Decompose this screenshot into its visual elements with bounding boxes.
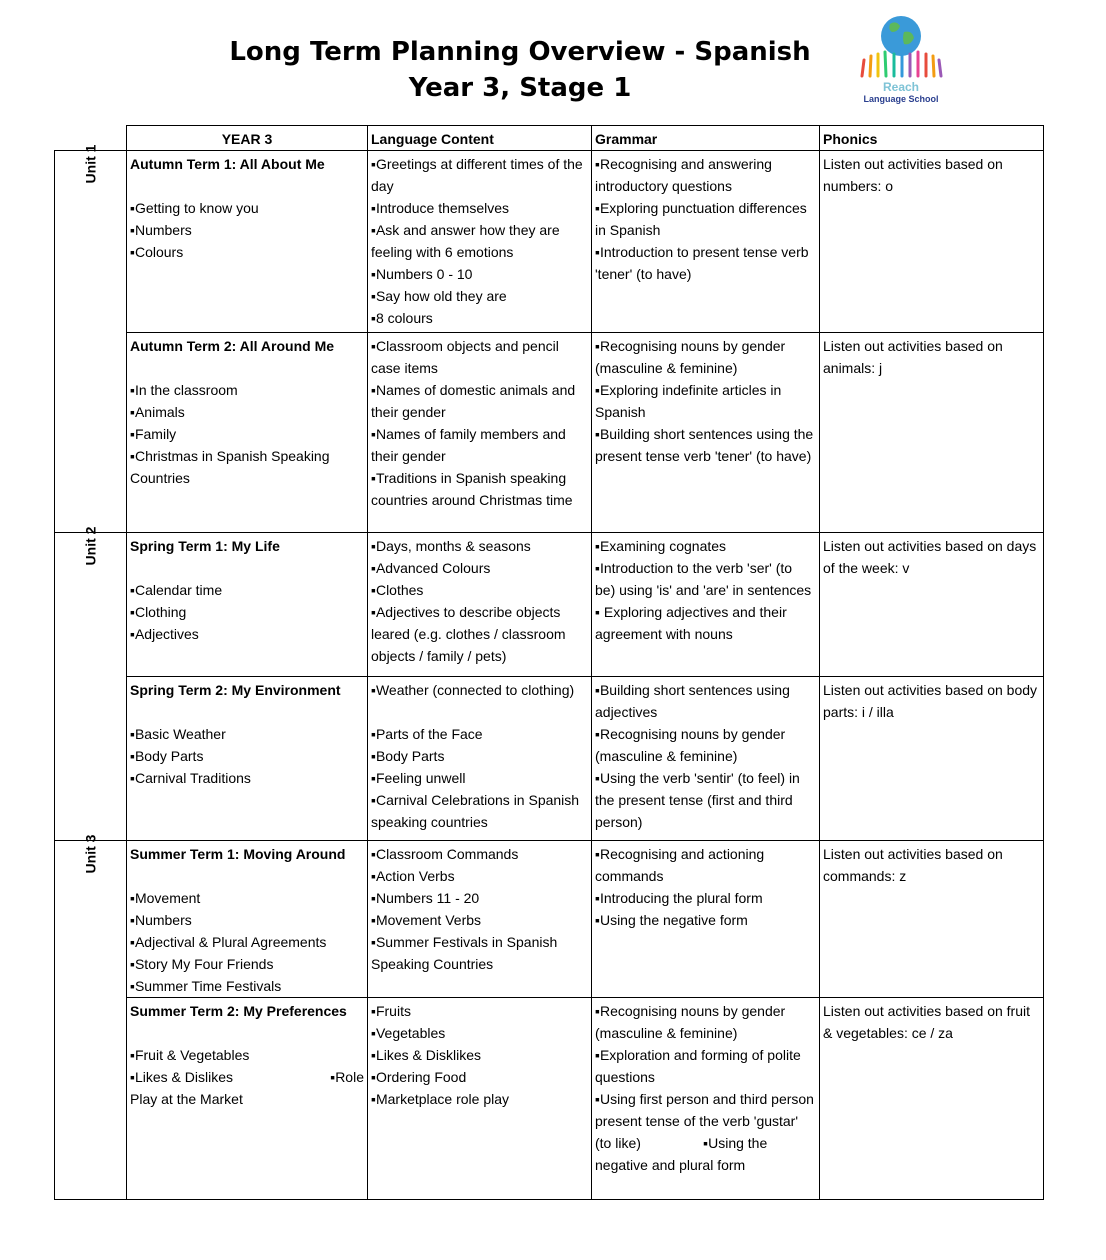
phonics-cell: Listen out activities based on animals: j bbox=[820, 333, 1044, 533]
language-item: ▪Carnival Celebrations in Spanish speaking countries bbox=[371, 792, 580, 830]
grammar-item: ▪Using the verb 'sentir' (to feel) in the present tense (first and third person) bbox=[595, 770, 800, 830]
language-cell bbox=[368, 677, 592, 841]
grammar-cell bbox=[592, 841, 820, 998]
topic-item: ▪Likes & Dislikes ▪Role Play at the Market bbox=[130, 1069, 368, 1107]
grammar-item: ▪Introduction to the verb 'ser' (to be) using 'is' and 'are' in sentences bbox=[595, 560, 812, 598]
language-item: ▪Summer Festivals in Spanish Speaking Countries bbox=[371, 934, 558, 972]
phonics-cell: Listen out activities based on numbers: o bbox=[820, 151, 1044, 333]
phonics-cell: Listen out activities based on days of the week: v bbox=[820, 533, 1044, 677]
grammar-cell bbox=[592, 333, 820, 533]
grammar-item: ▪Using the negative form bbox=[595, 912, 748, 928]
unit-cell bbox=[55, 144, 127, 533]
term-title: Spring Term 1: My Life bbox=[130, 538, 280, 554]
phonics-cell: Listen out activities based on commands: z bbox=[820, 841, 1044, 998]
language-item: ▪Ask and answer how they are feeling with 6 emotions bbox=[371, 222, 560, 260]
language-item: ▪Classroom objects and pencil case items bbox=[371, 338, 559, 376]
unit-label: Unit 2 bbox=[82, 526, 99, 566]
table-row bbox=[55, 841, 1044, 998]
language-cell bbox=[368, 841, 592, 998]
grammar-cell bbox=[592, 998, 820, 1200]
unit-cell bbox=[55, 834, 127, 1200]
grammar-item: ▪Recognising and actioning commands bbox=[595, 846, 765, 884]
title-line-1: Long Term Planning Overview - Spanish bbox=[229, 37, 811, 67]
term-title: Summer Term 1: Moving Around bbox=[130, 846, 346, 862]
grammar-item: ▪Using first person and third person present tense of the verb 'gustar' (to like) ▪Using the negative and plural form bbox=[595, 1091, 818, 1173]
term-cell bbox=[127, 841, 368, 998]
topic-item: ▪Story My Four Friends bbox=[130, 956, 274, 972]
language-item: ▪Names of family members and their gender bbox=[371, 426, 566, 464]
col-header-year: YEAR 3 bbox=[127, 126, 368, 151]
term-title: Summer Term 2: My Preferences bbox=[130, 1003, 347, 1019]
language-item: ▪Traditions in Spanish speaking countries around Christmas time bbox=[371, 470, 573, 508]
term-cell bbox=[127, 533, 368, 677]
language-item: ▪Likes & Disklikes bbox=[371, 1047, 481, 1063]
topic-item: ▪In the classroom bbox=[130, 382, 238, 398]
language-cell bbox=[368, 533, 592, 677]
language-cell bbox=[368, 151, 592, 333]
language-item: ▪Movement Verbs bbox=[371, 912, 482, 928]
col-header-language: Language Content bbox=[368, 126, 592, 151]
table-row bbox=[55, 151, 1044, 333]
title-line-2: Year 3, Stage 1 bbox=[408, 73, 632, 103]
col-header-phonics: Phonics bbox=[820, 126, 1044, 151]
grammar-item: ▪Building short sentences using the present tense verb 'tener' (to have) bbox=[595, 426, 814, 464]
table-row bbox=[55, 533, 1044, 677]
unit-label: Unit 3 bbox=[82, 834, 99, 874]
topic-item: ▪Numbers bbox=[130, 222, 192, 238]
language-item: ▪Say how old they are bbox=[371, 288, 507, 304]
topic-item: ▪Calendar time bbox=[130, 582, 223, 598]
grammar-item: ▪Building short sentences using adjectives bbox=[595, 682, 790, 720]
language-item: ▪Body Parts bbox=[371, 748, 445, 764]
unit-cell bbox=[55, 526, 127, 841]
language-item: ▪Clothes bbox=[371, 582, 424, 598]
table-row bbox=[55, 333, 1044, 533]
language-item: ▪Vegetables bbox=[371, 1025, 446, 1041]
language-cell bbox=[368, 333, 592, 533]
topic-item: ▪Basic Weather bbox=[130, 726, 226, 742]
reach-logo bbox=[854, 14, 948, 110]
table-row bbox=[55, 677, 1044, 841]
topic-item: ▪Carnival Traditions bbox=[130, 770, 251, 786]
logo-subtext: Language School bbox=[863, 94, 939, 104]
language-item: ▪Marketplace role play bbox=[371, 1091, 510, 1107]
grammar-item: ▪Exploring indefinite articles in Spanish bbox=[595, 382, 782, 420]
language-item: ▪Feeling unwell bbox=[371, 770, 466, 786]
term-cell bbox=[127, 998, 368, 1200]
grammar-item: ▪Exploring punctuation differences in Spanish bbox=[595, 200, 807, 238]
topic-item: ▪Christmas in Spanish Speaking Countries bbox=[130, 448, 330, 486]
phonics-cell: Listen out activities based on body parts: i / illa bbox=[820, 677, 1044, 841]
topic-item: ▪Adjectival & Plural Agreements bbox=[130, 934, 327, 950]
term-cell bbox=[127, 333, 368, 533]
language-item: ▪Greetings at different times of the day bbox=[371, 156, 583, 194]
grammar-cell bbox=[592, 677, 820, 841]
language-item: ▪Numbers 0 - 10 bbox=[371, 266, 473, 282]
grammar-item: ▪Recognising nouns by gender (masculine & feminine) bbox=[595, 1003, 786, 1041]
topic-item: ▪Clothing bbox=[130, 604, 187, 620]
term-title: Spring Term 2: My Environment bbox=[130, 682, 341, 698]
unit-label: Unit 1 bbox=[82, 144, 99, 184]
topic-item: ▪Colours bbox=[130, 244, 184, 260]
language-item: ▪Ordering Food bbox=[371, 1069, 467, 1085]
language-item: ▪Classroom Commands bbox=[371, 846, 519, 862]
topic-item: ▪Family bbox=[130, 426, 177, 442]
language-item: ▪Adjectives to describe objects leared (e.g. clothes / classroom objects / family / pets) bbox=[371, 604, 566, 664]
term-cell bbox=[127, 677, 368, 841]
term-title: Autumn Term 1: All About Me bbox=[130, 156, 325, 172]
term-cell bbox=[127, 151, 368, 333]
term-title: Autumn Term 2: All Around Me bbox=[130, 338, 335, 354]
language-item: ▪Weather (connected to clothing) bbox=[371, 682, 575, 698]
language-item: ▪Introduce themselves bbox=[371, 200, 510, 216]
topic-item: ▪Fruit & Vegetables bbox=[130, 1047, 250, 1063]
language-item: ▪Fruits bbox=[371, 1003, 411, 1019]
logo-name: Reach bbox=[882, 80, 920, 94]
header-row bbox=[55, 126, 1044, 151]
grammar-item: ▪Introducing the plural form bbox=[595, 890, 763, 906]
grammar-item: ▪Examining cognates bbox=[595, 538, 727, 554]
topic-item: ▪Movement bbox=[130, 890, 201, 906]
phonics-cell: Listen out activities based on fruit & vegetables: ce / za bbox=[820, 998, 1044, 1200]
grammar-item: ▪Exploration and forming of polite questions bbox=[595, 1047, 801, 1085]
language-item: ▪Days, months & seasons bbox=[371, 538, 531, 554]
table-row bbox=[55, 998, 1044, 1200]
grammar-item: ▪ Exploring adjectives and their agreement with nouns bbox=[595, 604, 787, 642]
globe-hands-icon bbox=[854, 14, 948, 80]
language-item: ▪Action Verbs bbox=[371, 868, 455, 884]
grammar-item: ▪Recognising nouns by gender (masculine & feminine) bbox=[595, 338, 786, 376]
topic-item: ▪Animals bbox=[130, 404, 185, 420]
page-title bbox=[170, 34, 870, 106]
grammar-item: ▪Introduction to present tense verb 'tener' (to have) bbox=[595, 244, 809, 282]
language-item: ▪Names of domestic animals and their gender bbox=[371, 382, 576, 420]
language-item: ▪Advanced Colours bbox=[371, 560, 491, 576]
col-header-grammar: Grammar bbox=[592, 126, 820, 151]
grammar-cell bbox=[592, 151, 820, 333]
topic-item: ▪Adjectives bbox=[130, 626, 199, 642]
planning-table bbox=[54, 125, 1044, 1200]
language-item: ▪Numbers 11 - 20 bbox=[371, 890, 480, 906]
topic-item: ▪Body Parts bbox=[130, 748, 204, 764]
language-item: ▪Parts of the Face bbox=[371, 726, 483, 742]
grammar-item: ▪Recognising and answering introductory questions bbox=[595, 156, 772, 194]
grammar-cell bbox=[592, 533, 820, 677]
grammar-item: ▪Recognising nouns by gender (masculine & feminine) bbox=[595, 726, 786, 764]
language-item: ▪8 colours bbox=[371, 310, 433, 326]
topic-item: ▪Numbers bbox=[130, 912, 192, 928]
topic-item: ▪Summer Time Festivals bbox=[130, 978, 282, 994]
topic-item: ▪Getting to know you bbox=[130, 200, 259, 216]
language-cell bbox=[368, 998, 592, 1200]
